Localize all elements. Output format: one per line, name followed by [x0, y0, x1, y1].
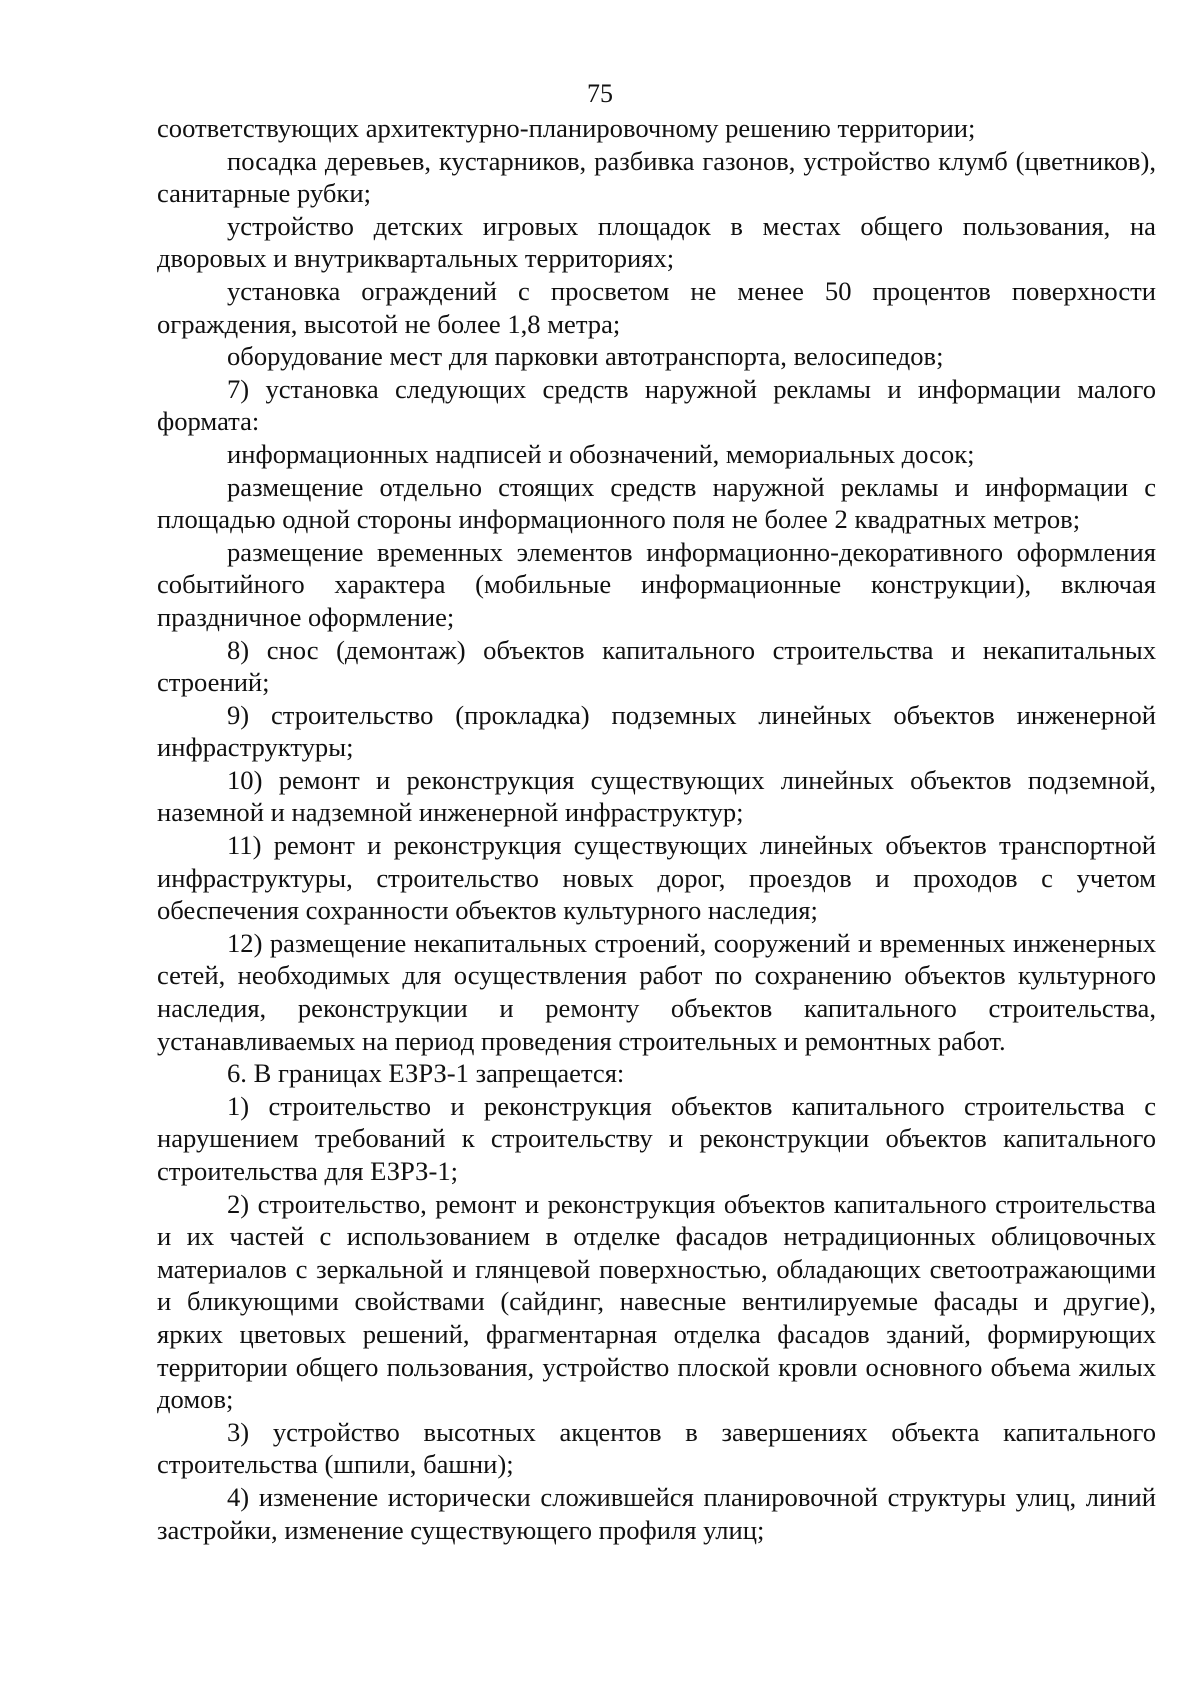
page-number: 75: [587, 79, 613, 108]
paragraph-item-7: 7) установка следующих средств наружной рекламы и информации малого формата:: [157, 373, 1156, 437]
paragraph-prohibited-4: 4) изменение исторически сложившейся планировочной структуры улиц, линий застройки, изменение существующего профиля улиц;: [157, 1481, 1156, 1545]
paragraph-tree-planting: посадка деревьев, кустарников, разбивка газонов, устройство клумб (цветников), санитарные рубки;: [157, 145, 1156, 209]
section-6-heading: 6. В границах ЕЗРЗ-1 запрещается:: [227, 1058, 625, 1089]
paragraph-playgrounds: устройство детских игровых площадок в местах общего пользования, на дворовых и внутриквартальных территориях;: [157, 210, 1156, 274]
paragraph-continuation: соответствующих архитектурно-планировочному решению территории;: [157, 113, 976, 143]
paragraph-prohibited-2: 2) строительство, ремонт и реконструкция объектов капитального строительства и их частей с использованием в отделке фасадов нетрадиционных облицовочных материалов с зеркальной и глянцевой поверхностью, обладающих светоотражающими и бликующими свойствами (сайдинг, навесные вентилируемые фасады и другие), ярких цветовых решений, фрагментарная отделка фасадов зданий, формирующих территории общего пользования, устройство плоской кровли основного объема жилых домов;: [157, 1188, 1156, 1415]
paragraph-item-8: 8) снос (демонтаж) объектов капитального строительства и некапитальных строений;: [157, 634, 1156, 698]
paragraph-parking: оборудование мест для парковки автотранспорта, велосипедов;: [227, 341, 944, 372]
paragraph-advertising: размещение отдельно стоящих средств наружной рекламы и информации с площадью одной стороны информационного поля не более 2 квадратных метров;: [157, 471, 1156, 535]
paragraph-item-11: 11) ремонт и реконструкция существующих линейных объектов транспортной инфраструктуры, строительство новых дорог, проездов и проходов с учетом обеспечения сохранности объектов культурного наследия;: [157, 830, 1156, 926]
paragraph-item-10: 10) ремонт и реконструкция существующих линейных объектов подземной, наземной и надземной инженерной инфраструктур;: [157, 764, 1156, 828]
paragraph-temporary-decor: размещение временных элементов информационно-декоративного оформления событийного характера (мобильные информационные конструкции), включая праздничное оформление;: [157, 536, 1156, 632]
paragraph-prohibited-1: 1) строительство и реконструкция объектов капитального строительства с нарушением требований к строительству и реконструкции объектов капитального строительства для ЕЗРЗ-1;: [157, 1090, 1156, 1186]
paragraph-info-signs: информационных надписей и обозначений, мемориальных досок;: [227, 438, 975, 469]
paragraph-item-12: 12) размещение некапитальных строений, сооружений и временных инженерных сетей, необходимых для осуществления работ по сохранению объектов культурного наследия, реконструкции и ремонту объектов капитального строительства, устанавливаемых на период проведения строительных и ремонтных работ.: [157, 927, 1156, 1056]
paragraph-fences: установка ограждений с просветом не менее 50 процентов поверхности ограждения, высотой не более 1,8 метра;: [157, 275, 1156, 339]
paragraph-item-9: 9) строительство (прокладка) подземных линейных объектов инженерной инфраструктуры;: [157, 699, 1156, 763]
document-body: [157, 112, 1156, 1546]
paragraph-prohibited-3: 3) устройство высотных акцентов в завершениях объекта капитального строительства (шпили, башни);: [157, 1416, 1156, 1480]
